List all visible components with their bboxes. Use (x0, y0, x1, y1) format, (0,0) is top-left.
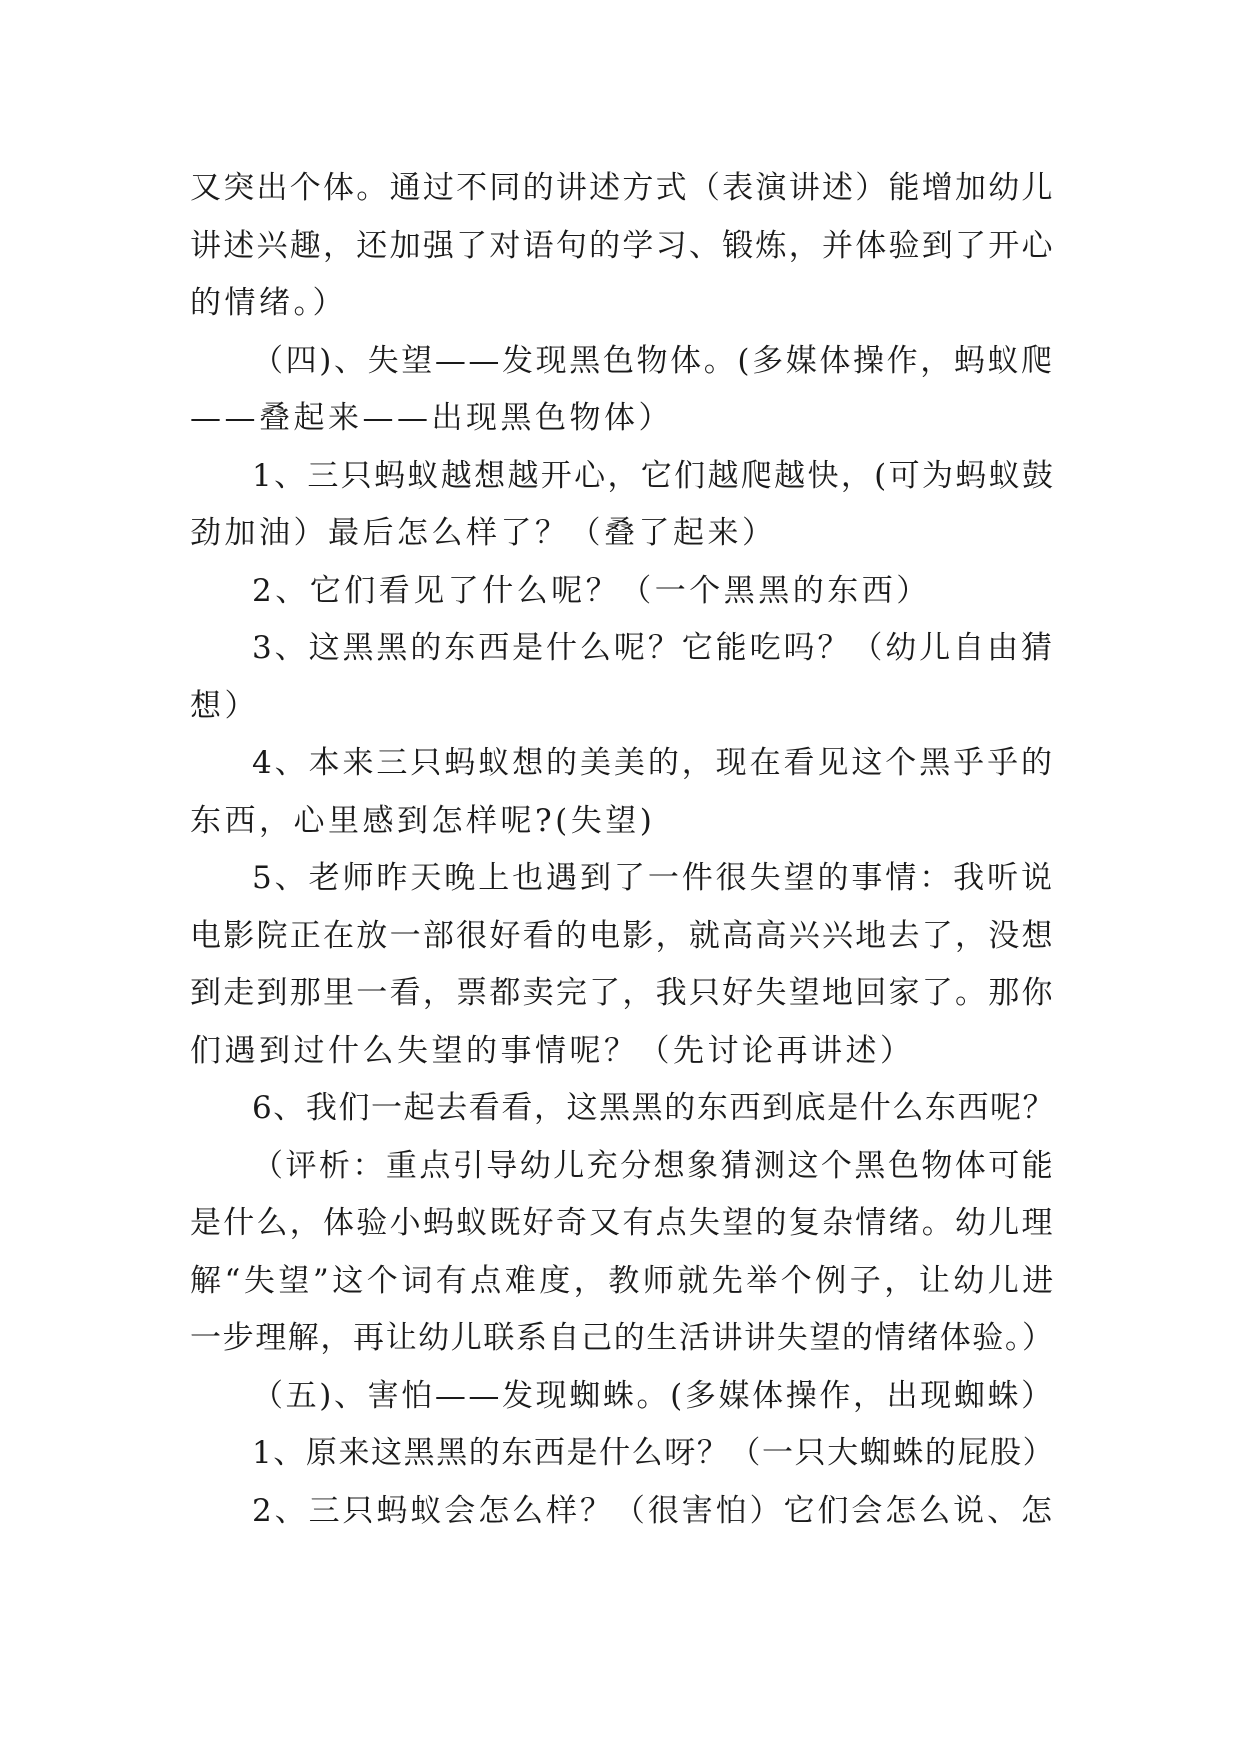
text-line: 东西，心里感到怎样呢?(失望) (190, 802, 656, 839)
text-line: 们遇到过什么失望的事情呢？（先讨论再讲述） (190, 1032, 915, 1069)
list-item: 5、老师昨天晚上也遇到了一件很失望的事情：我听说 (252, 860, 1055, 896)
text-line: 劲加油）最后怎么样了？（叠了起来） (190, 515, 777, 551)
section-heading-five: （五)、害怕——发现蜘蛛。(多媒体操作，出现蜘蛛） (252, 1377, 1055, 1414)
list-item: 1、三只蚂蚁越想越开心，它们越爬越快，(可为蚂蚁鼓 (252, 457, 1056, 494)
list-item: 2、它们看见了什么呢？（一个黑黑的东西） (252, 572, 931, 609)
text-line: 又突出个体。通过不同的讲述方式（表演讲述）能增加幼儿 (190, 170, 1055, 206)
list-item: 3、这黑黑的东西是什么呢？它能吃吗？（幼儿自由猜 (252, 630, 1055, 666)
text-line: 到走到那里一看，票都卖完了，我只好失望地回家了。那你 (190, 975, 1055, 1011)
list-item: 2、三只蚂蚁会怎么样？（很害怕）它们会怎么说、怎 (252, 1492, 1055, 1529)
text-line: 是什么，体验小蚂蚁既好奇又有点失望的复杂情绪。幼儿理 (190, 1205, 1055, 1241)
section-heading-four: （四)、失望——发现黑色物体。(多媒体操作，蚂蚁爬 (252, 342, 1055, 379)
text-line: 电影院正在放一部很好看的电影，就高高兴兴地去了，没想 (190, 917, 1055, 954)
text-line: ——叠起来——出现黑色物体） (190, 400, 673, 436)
text-line: 的情绪。） (190, 285, 347, 321)
text-line: 一步理解，再让幼儿联系自己的生活讲讲失望的情绪体验。） (190, 1320, 1055, 1356)
list-item: 1、原来这黑黑的东西是什么呀？（一只大蜘蛛的屁股） (252, 1435, 1056, 1471)
document-body (190, 160, 1060, 1540)
text-line: 解“失望”这个词有点难度，教师就先举个例子，让幼儿进 (190, 1262, 1057, 1299)
list-item: 6、我们一起去看看，这黑黑的东西到底是什么东西呢？ (252, 1090, 1056, 1126)
text-line: 讲述兴趣，还加强了对语句的学习、锻炼，并体验到了开心 (190, 227, 1055, 264)
text-line: 想） (190, 687, 259, 724)
commentary-paragraph: （评析：重点引导幼儿充分想象猜测这个黑色物体可能 (252, 1147, 1056, 1184)
list-item: 4、本来三只蚂蚁想的美美的，现在看见这个黑乎乎的 (252, 745, 1055, 781)
